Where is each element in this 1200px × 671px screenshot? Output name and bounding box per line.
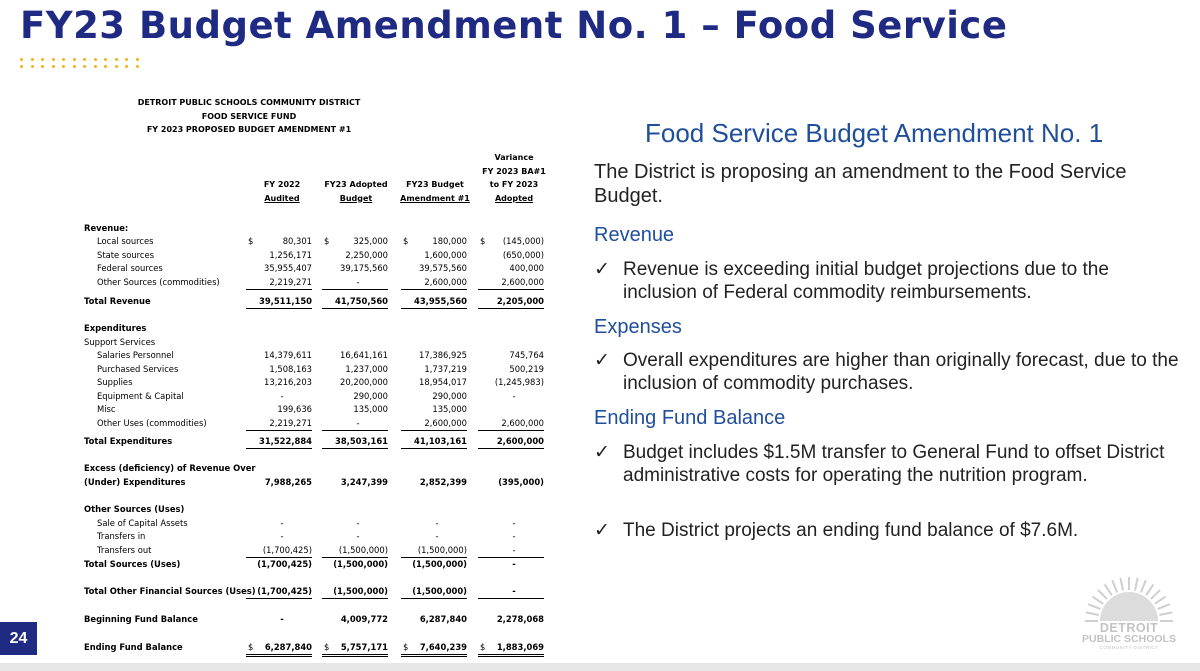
table-row-endfb xyxy=(84,641,554,655)
row-label: Purchased Services xyxy=(97,363,179,374)
underline xyxy=(322,598,388,599)
logo-ray xyxy=(1151,590,1160,599)
double-underline xyxy=(401,654,467,657)
cell-b: 6,287,840 xyxy=(419,614,467,624)
checkmark-icon: ✓ xyxy=(594,259,610,280)
table-row-misc xyxy=(84,403,554,417)
row-label: Other Sources (commodities) xyxy=(97,276,220,287)
decorative-dot xyxy=(62,65,65,68)
row-label: Total Expenditures xyxy=(84,436,173,446)
currency-symbol: $ xyxy=(324,642,330,652)
cell-v: - xyxy=(512,517,516,528)
row-label: Equipment & Capital xyxy=(97,390,184,401)
logo-ray xyxy=(1141,580,1146,592)
cell-a: 2,250,000 xyxy=(345,249,388,260)
budget-table xyxy=(84,96,554,661)
cell-a: 135,000 xyxy=(353,404,388,414)
row-label: (Under) Expenditures xyxy=(84,477,186,487)
cell-b: (1,500,000) xyxy=(417,545,467,555)
table-row-supp_h xyxy=(84,336,554,350)
underline xyxy=(478,308,544,309)
cell-v: - xyxy=(512,390,516,401)
cell-v: (1,245,983) xyxy=(494,377,544,387)
double-underline xyxy=(478,654,544,657)
logo-ray xyxy=(1146,584,1153,595)
cell-y: - xyxy=(280,390,284,401)
underline xyxy=(401,598,467,599)
row-label: Transfers out xyxy=(97,545,152,555)
cell-a: 325,000 xyxy=(353,236,388,246)
row-label: Total Other Financial Sources (Uses) xyxy=(84,586,256,596)
cell-b: 43,955,560 xyxy=(414,296,467,306)
cell-b: 2,600,000 xyxy=(424,276,467,287)
cell-y: 2,219,271 xyxy=(269,276,312,287)
cell-v: - xyxy=(512,545,516,555)
cell-a: 4,009,772 xyxy=(340,614,388,624)
currency-symbol: $ xyxy=(324,236,330,246)
col-adopted xyxy=(321,178,391,205)
col-variance-line4: Adopted xyxy=(494,193,534,203)
cell-b: 41,103,161 xyxy=(414,436,467,446)
table-row-othsrc xyxy=(84,276,554,290)
decorative-dot xyxy=(20,58,23,61)
cell-b: (1,500,000) xyxy=(412,559,467,569)
table-row-othuses xyxy=(84,417,554,431)
cell-b: 2,852,399 xyxy=(419,477,467,487)
table-row-totos xyxy=(84,558,554,572)
cell-y: 1,508,163 xyxy=(269,363,312,374)
logo-ray xyxy=(1088,604,1100,609)
revenue-heading: Revenue xyxy=(594,224,675,246)
decorative-dot xyxy=(52,58,55,61)
decorative-dot xyxy=(136,65,139,68)
table-row-salaries xyxy=(84,349,554,363)
cell-y: - xyxy=(280,614,284,624)
table-row-salecap xyxy=(84,517,554,531)
decorative-dot xyxy=(115,58,118,61)
logo-ray xyxy=(1112,580,1117,592)
decorative-dot xyxy=(83,58,86,61)
table-header-amendment: FY 2023 PROPOSED BUDGET AMENDMENT #1 xyxy=(146,125,352,134)
table-row-os_h xyxy=(84,503,554,517)
cell-b: 135,000 xyxy=(432,404,467,414)
cell-y: 31,522,884 xyxy=(259,436,312,446)
col-amendment-line1: FY23 Budget xyxy=(406,180,464,189)
logo-line-detroit: DETROIT xyxy=(1099,621,1159,635)
table-row-purchased xyxy=(84,363,554,377)
cell-a: 20,200,000 xyxy=(340,377,388,387)
logo-ray xyxy=(1092,597,1103,604)
row-label: Beginning Fund Balance xyxy=(84,614,198,624)
table-row-trin xyxy=(84,530,554,544)
decorative-dot xyxy=(52,65,55,68)
logo-line-community-district: COMMUNITY DISTRICT xyxy=(1099,645,1159,650)
table-row-supplies xyxy=(84,376,554,390)
sunrise-icon xyxy=(1078,575,1180,623)
double-underline xyxy=(322,654,388,657)
row-label: Support Services xyxy=(84,336,156,347)
table-row-totrev xyxy=(84,295,554,309)
decorative-dot xyxy=(104,58,107,61)
table-row-equip xyxy=(84,390,554,404)
cell-b: 18,954,017 xyxy=(419,377,467,387)
underline xyxy=(478,448,544,449)
logo-ray xyxy=(1098,590,1107,599)
cell-a: 3,247,399 xyxy=(340,477,388,487)
row-label: Salaries Personnel xyxy=(97,350,174,360)
cell-v: (145,000) xyxy=(502,236,544,246)
expenses-bullet-text: Overall expenditures are higher than originally forecast, due to the inclusion of commodity purchases. xyxy=(623,350,1179,394)
cell-y: 13,216,203 xyxy=(264,377,312,387)
row-label: Other Sources (Uses) xyxy=(84,504,185,514)
col-variance xyxy=(481,151,547,205)
underline xyxy=(246,308,312,309)
cell-v: 2,600,000 xyxy=(501,417,544,428)
cell-b: 180,000 xyxy=(432,236,467,246)
row-label: State sources xyxy=(97,249,155,260)
col-variance-line3: to FY 2023 xyxy=(489,180,539,189)
table-header-fund: FOOD SERVICE FUND xyxy=(201,111,297,121)
currency-symbol: $ xyxy=(248,642,254,652)
table-row-trout xyxy=(84,544,554,558)
underline xyxy=(478,289,544,290)
underline xyxy=(322,430,388,431)
cell-y: 35,955,407 xyxy=(264,263,312,273)
cell-a: (1,500,000) xyxy=(333,559,388,569)
decorative-dot xyxy=(104,65,107,68)
row-label: Sale of Capital Assets xyxy=(97,517,188,528)
cell-a: 1,237,000 xyxy=(345,363,388,374)
col-amendment xyxy=(397,178,473,205)
efb-bullet-projection-text: The District projects an ending fund balance of $7.6M. xyxy=(623,520,1079,541)
cell-y: 6,287,840 xyxy=(264,642,312,652)
logo-ray xyxy=(1120,578,1123,591)
underline xyxy=(246,289,312,290)
table-header xyxy=(84,96,554,137)
table-row-totexp xyxy=(84,435,554,449)
table-row-exp_h xyxy=(84,322,554,336)
currency-symbol: $ xyxy=(248,236,254,246)
cell-y: (1,700,425) xyxy=(257,586,312,596)
cell-v: 2,600,000 xyxy=(496,436,544,446)
checkmark-icon: ✓ xyxy=(594,520,610,541)
logo-ray xyxy=(1159,612,1172,615)
decorative-dot xyxy=(125,65,128,68)
col-adopted-line2: Budget xyxy=(339,193,373,203)
decorative-dot xyxy=(73,65,76,68)
cell-a: 39,175,560 xyxy=(340,263,388,273)
decorative-dot xyxy=(41,58,44,61)
cell-y: 39,511,150 xyxy=(259,296,312,306)
page-number: 24 xyxy=(0,622,37,655)
col-amendment-line2: Amendment #1 xyxy=(400,193,470,203)
cell-a: (1,500,000) xyxy=(333,586,388,596)
cell-b: - xyxy=(435,531,439,541)
table-header-district: DETROIT PUBLIC SCHOOLS COMMUNITY DISTRICT xyxy=(137,98,361,107)
revenue-bullet-text: Revenue is exceeding initial budget projections due to the inclusion of Federal commodity reimbursements. xyxy=(623,259,1109,303)
cell-v: 2,600,000 xyxy=(501,276,544,287)
cell-v: 745,764 xyxy=(509,350,544,360)
cell-y: 80,301 xyxy=(282,236,312,246)
cell-b: 7,640,239 xyxy=(419,642,467,652)
currency-symbol: $ xyxy=(480,236,486,246)
table-row-excess1 xyxy=(84,462,554,476)
underline xyxy=(246,598,312,599)
logo-line-public-schools: PUBLIC SCHOOLS xyxy=(1082,633,1176,645)
row-label: Federal sources xyxy=(97,263,163,273)
checkmark-icon: ✓ xyxy=(594,442,610,463)
cell-y: 199,636 xyxy=(277,404,312,414)
decorative-dot xyxy=(62,58,65,61)
decorative-dot xyxy=(83,65,86,68)
cell-a: 5,757,171 xyxy=(340,642,388,652)
cell-y: 1,256,171 xyxy=(269,249,312,260)
cell-a: 16,641,161 xyxy=(340,350,388,360)
decorative-dot xyxy=(31,58,34,61)
row-label: Ending Fund Balance xyxy=(84,642,183,652)
double-underline xyxy=(246,654,312,657)
cell-a: 290,000 xyxy=(353,390,388,401)
slide-title: FY23 Budget Amendment No. 1 – Food Service xyxy=(20,4,1008,47)
cell-y: (1,700,425) xyxy=(257,559,312,569)
row-label: Total Sources (Uses) xyxy=(84,559,181,569)
row-label: Total Revenue xyxy=(84,296,151,306)
cell-b: 17,386,925 xyxy=(419,350,467,360)
efb-bullet-transfer-text: Budget includes $1.5M transfer to General Fund to offset District administrative costs for operating the nutrition program. xyxy=(623,442,1165,486)
table-row-local xyxy=(84,235,554,249)
row-label: Supplies xyxy=(97,377,133,387)
underline xyxy=(478,598,544,599)
ending-fund-balance-heading: Ending Fund Balance xyxy=(594,407,786,429)
panel-title: Food Service Budget Amendment No. 1 xyxy=(645,118,1104,148)
underline xyxy=(401,289,467,290)
underline xyxy=(401,308,467,309)
underline xyxy=(322,308,388,309)
cell-v: - xyxy=(512,531,516,541)
row-label: Transfers in xyxy=(97,531,146,541)
cell-a: - xyxy=(356,531,360,541)
decorative-dot xyxy=(20,65,23,68)
cell-a: (1,500,000) xyxy=(338,545,388,555)
decorative-dots xyxy=(20,58,142,74)
decorative-dot xyxy=(136,58,139,61)
underline xyxy=(401,430,467,431)
cell-y: 7,988,265 xyxy=(264,477,312,487)
cell-y: 14,379,611 xyxy=(264,350,312,360)
col-fy22-line1: FY 2022 xyxy=(263,180,301,189)
decorative-dot xyxy=(73,58,76,61)
decorative-dot xyxy=(94,65,97,68)
decorative-dot xyxy=(31,65,34,68)
logo-ray xyxy=(1158,604,1170,609)
cell-v: - xyxy=(512,586,516,596)
logo-ray xyxy=(1135,578,1138,591)
cell-b: 2,600,000 xyxy=(424,417,467,428)
table-row-totofs xyxy=(84,585,554,599)
cell-b: 39,575,560 xyxy=(419,263,467,273)
cell-a: - xyxy=(356,517,360,528)
cell-v: 2,205,000 xyxy=(496,296,544,306)
col-fy22-line2: Audited xyxy=(264,193,300,203)
row-label: Revenue: xyxy=(84,223,129,233)
underline xyxy=(246,448,312,449)
cell-y: 2,219,271 xyxy=(269,417,312,428)
col-variance-line2: FY 2023 BA#1 xyxy=(482,166,546,176)
cell-a: 41,750,560 xyxy=(335,296,388,306)
row-label: Expenditures xyxy=(84,323,147,333)
cell-y: - xyxy=(280,531,284,541)
panel-intro: The District is proposing an amendment to the Food Service Budget. xyxy=(594,161,1127,207)
decorative-dot xyxy=(94,58,97,61)
table-row-state xyxy=(84,249,554,263)
table-row-excess2 xyxy=(84,476,554,490)
underline xyxy=(401,448,467,449)
bottom-bar xyxy=(0,663,1200,671)
underline xyxy=(322,289,388,290)
currency-symbol: $ xyxy=(403,642,409,652)
logo-ray xyxy=(1105,584,1112,595)
row-label: Misc xyxy=(97,404,116,414)
cell-b: 1,737,219 xyxy=(424,363,467,374)
row-label: Excess (deficiency) of Revenue Over xyxy=(84,463,256,473)
underline xyxy=(246,430,312,431)
cell-v: (650,000) xyxy=(502,249,544,260)
expenses-heading: Expenses xyxy=(594,316,682,338)
cell-b: (1,500,000) xyxy=(412,586,467,596)
cell-y: - xyxy=(280,517,284,528)
row-label: Local sources xyxy=(97,236,154,246)
col-fy22 xyxy=(252,178,312,205)
cell-a: 38,503,161 xyxy=(335,436,388,446)
cell-a: - xyxy=(356,417,360,428)
cell-v: 2,278,068 xyxy=(496,614,544,624)
cell-v: (395,000) xyxy=(498,477,544,487)
decorative-dot xyxy=(41,65,44,68)
cell-v: - xyxy=(512,559,516,569)
decorative-dot xyxy=(115,65,118,68)
cell-y: (1,700,425) xyxy=(262,545,312,555)
district-logo xyxy=(1078,575,1180,655)
checkmark-icon: ✓ xyxy=(594,350,610,371)
table-row-federal xyxy=(84,262,554,276)
decorative-dot xyxy=(125,58,128,61)
cell-v: 500,219 xyxy=(509,363,544,374)
underline xyxy=(322,448,388,449)
col-variance-line1: Variance xyxy=(494,153,534,162)
cell-b: 290,000 xyxy=(432,390,467,401)
col-adopted-line1: FY23 Adopted xyxy=(324,180,388,189)
table-row-rev_h xyxy=(84,222,554,236)
cell-v: 400,000 xyxy=(509,263,544,273)
currency-symbol: $ xyxy=(403,236,409,246)
table-row-begfb xyxy=(84,613,554,627)
cell-b: 1,600,000 xyxy=(424,249,467,260)
row-label: Other Uses (commodities) xyxy=(97,417,207,428)
cell-a: - xyxy=(356,276,360,287)
logo-ray xyxy=(1086,612,1099,615)
cell-b: - xyxy=(435,517,439,528)
currency-symbol: $ xyxy=(480,642,486,652)
cell-v: 1,883,069 xyxy=(496,642,544,652)
underline xyxy=(478,430,544,431)
logo-ray xyxy=(1155,597,1166,604)
